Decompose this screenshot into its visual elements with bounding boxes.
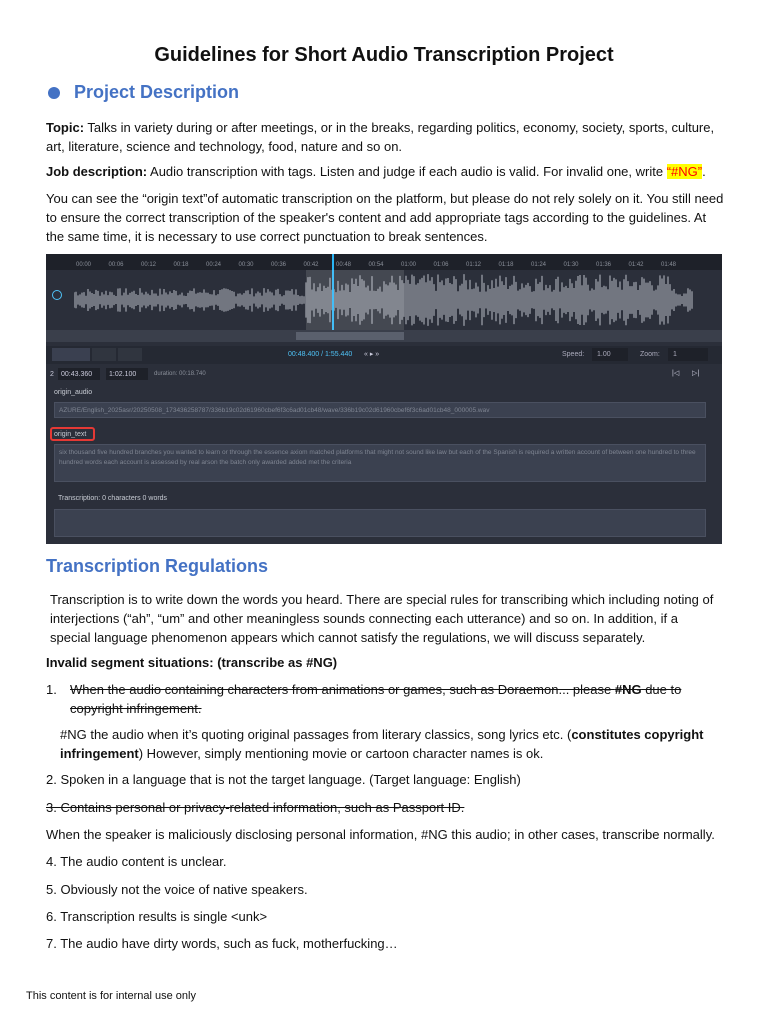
timeline-tick: 01:12 (466, 262, 482, 268)
timeline-tick: 00:54 (368, 262, 384, 268)
selected-segment-region[interactable] (306, 270, 404, 330)
timeline-tick: 00:24 (206, 262, 222, 268)
timeline-tick: 01:24 (531, 262, 547, 268)
regulations-intro: Transcription is to write down the words you heard. There are special rules for transcribing which including noting of interjections (“ah”, “um” and other meaningless sounds connecting each utterance) and so on. In addition, if a special language phenomenon appears which cannot satisfy the regulations, we will discuss separately. (50, 592, 714, 645)
invalid-item-3: 3. Contains personal or privacy-related information, such as Passport ID. (46, 800, 465, 815)
footer-note: This content is for internal use only (26, 990, 196, 1002)
volume-icon[interactable] (52, 290, 62, 300)
origin-audio-label: origin_audio (54, 389, 93, 396)
page-title: Guidelines for Short Audio Transcription Project (154, 44, 614, 66)
segment-index: 2 (50, 371, 54, 378)
timeline-tick: 01:36 (596, 262, 612, 268)
waveform-scrollbar[interactable] (46, 330, 722, 342)
invalid-item-6: 6. Transcription results is single <unk> (46, 909, 268, 924)
timeline-tick: 00:36 (271, 262, 287, 268)
segment-start-input[interactable]: 00:43.360 (58, 368, 100, 380)
playback-controls-icon[interactable]: « ▸ » (364, 351, 380, 358)
timeline-tick: 00:00 (76, 262, 92, 268)
segment-row (46, 368, 722, 382)
timeline-tick: 00:42 (303, 262, 319, 268)
player-toolbar (46, 346, 722, 364)
timeline-tick: 01:30 (563, 262, 579, 268)
section-heading-transcription-regulations: Transcription Regulations (46, 556, 269, 576)
ng-highlight: “#NG” (666, 164, 703, 179)
time-display: 00:48.400 / 1:55.440 (288, 351, 353, 358)
speed-label: Speed: (562, 351, 585, 358)
segment-end-input[interactable]: 1:02.100 (106, 368, 148, 380)
bullet-icon (48, 87, 60, 99)
topic-paragraph: Topic: Talks in variety during or after meetings, or in the breaks, regarding politics, economy, society, sports, culture, art, literature, science and technology, food, nature and so on. (46, 120, 715, 154)
invalid-item-5: 5. Obviously not the voice of native speakers. (46, 882, 308, 897)
timeline-tick: 01:48 (661, 262, 677, 268)
origin-text-paragraph: You can see the “origin text”of automatic transcription on the platform, but please do not rely solely on it. You still need to ensure the correct transcription of the speaker's content and add appropriate tags according to the guidelines. At the same time, it is necessary to use correct punctuation to break sentences. (46, 191, 724, 244)
duration-text: duration: 00:18.740 (154, 371, 206, 377)
invalid-item-1: 1. When the audio containing characters from animations or games, such as Doraemon... please #NG due to copyright infringement. (46, 682, 682, 716)
timeline-tick: 00:18 (173, 262, 189, 268)
job-description-paragraph: Job description: Audio transcription with tags. Listen and judge if each audio is valid. For invalid one, write “#NG”. (46, 164, 706, 179)
zoom-label: Zoom: (640, 351, 660, 358)
tool-button-3[interactable] (118, 348, 142, 361)
speed-input[interactable]: 1.00 (592, 348, 628, 361)
timeline-tick: 01:18 (498, 262, 514, 268)
timeline-tick: 00:06 (108, 262, 124, 268)
platform-screenshot (46, 254, 722, 544)
tool-button-2[interactable] (92, 348, 116, 361)
tool-button-1[interactable] (52, 348, 90, 361)
timeline-tick: 01:00 (401, 262, 417, 268)
timeline-tick: 01:42 (628, 262, 644, 268)
origin-text-field[interactable]: six thousand five hundred branches you wanted to learn or through the essence axiom matched platforms that might not sound like law but each of the Spanish is required a written account of between one hundred to three hundred words each account is assessed by real arson the batch only awarded added met the criteria (54, 444, 706, 482)
invalid-item-4: 4. The audio content is unclear. (46, 854, 227, 869)
timeline-tick: 00:48 (336, 262, 352, 268)
invalid-item-7: 7. The audio have dirty words, such as fuck, motherfucking… (46, 936, 398, 951)
transcription-input[interactable] (54, 509, 706, 537)
timeline-tick: 00:12 (141, 262, 157, 268)
invalid-item-1-note: #NG the audio when it’s quoting original passages from literary classics, song lyrics etc. (constitutes copyright infringement) However, simply mentioning movie or cartoon character names is ok. (60, 727, 704, 761)
origin-audio-field[interactable]: AZURE/English_2025asr/20250508_173436258787/336b19c02d61960cbef6f3c6ad01cb48/wave/336b19c02d61960cbef6f3c6ad01cb48_000005.wav (54, 402, 706, 418)
next-segment-icon[interactable]: ▷| (692, 370, 700, 377)
origin-text-label: origin_text (54, 431, 87, 438)
section-heading-project-description: Project Description (74, 82, 240, 102)
transcription-label: Transcription: 0 characters 0 words (58, 495, 168, 502)
invalid-item-3-note: When the speaker is maliciously disclosing personal information, #NG this audio; in other cases, transcribe normally. (46, 827, 715, 842)
invalid-item-2: 2. Spoken in a language that is not the target language. (Target language: English) (46, 772, 521, 787)
timeline-tick: 00:30 (238, 262, 254, 268)
timeline-tick: 01:06 (433, 262, 449, 268)
timeline-ruler (46, 254, 722, 270)
prev-segment-icon[interactable]: |◁ (672, 370, 680, 377)
scrollbar-thumb[interactable] (296, 332, 404, 340)
zoom-input[interactable]: 1 (668, 348, 708, 361)
invalid-heading: Invalid segment situations: (transcribe as #NG) (46, 655, 338, 670)
